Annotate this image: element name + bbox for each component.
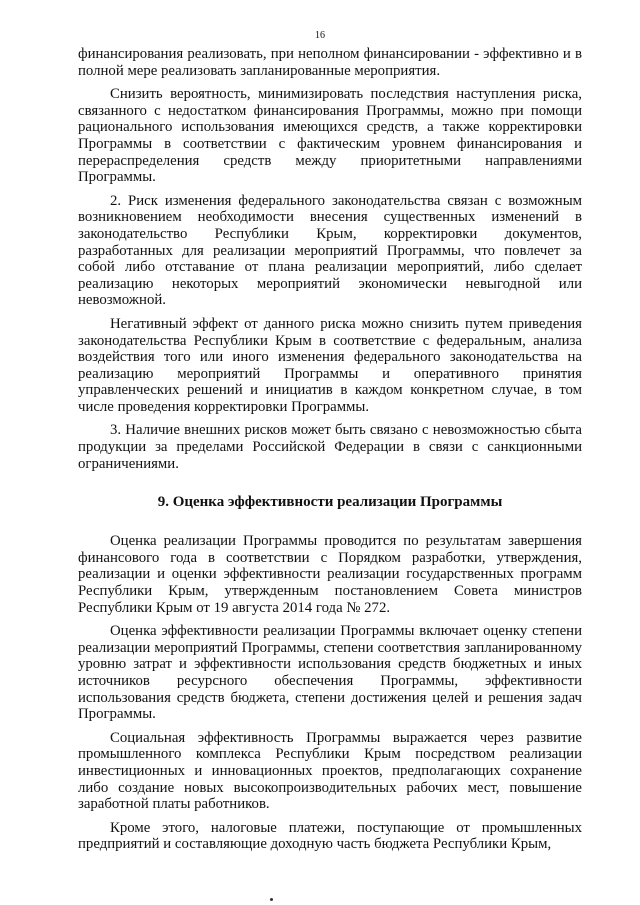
paragraph: 3. Наличие внешних рисков может быть связано с невозможностью сбыта продукции за пределами Российской Федерации в связи с санкционными ограничениями. [78,422,582,472]
paragraph: Снизить вероятность, минимизировать последствия наступления риска, связанного с недостатком финансирования Программы, можно при помощи рационального использования имеющихся средств, а также корректировки Программы в соответствии с фактическим уровнем финансирования и перераспределения средств между приоритетными направлениями Программы. [78,86,582,186]
document-body [78,46,582,860]
paragraph: Социальная эффективность Программы выражается через развитие промышленного комплекса Республики Крым посредством реализации инвестиционных и инновационных проектов, предполагающих сохранение либо создание новых высокопроизводительных рабочих мест, повышение заработной платы работников. [78,729,582,813]
scan-mark [270,898,273,901]
paragraph: Кроме этого, налоговые платежи, поступающие от промышленных предприятий и составляющие доходную часть бюджета Республики Крым, [78,819,582,853]
paragraph: Оценка реализации Программы проводится по результатам завершения финансового года в соответствии с Порядком разработки, утверждения, реализации и оценки эффективности реализации государственных программ Республики Крым, утвержденным постановлением Совета министров Республики Крым от 19 августа 2014 года № 272. [78,533,582,616]
section-heading: 9. Оценка эффективности реализации Программы [157,494,503,511]
paragraph: Оценка эффективности реализации Программы включает оценку степени реализации мероприятий Программы, степени соответствия запланированному уровню затрат и эффективности использования средств бюджетных и иных источников ресурсного обеспечения Программы, эффективности использования средств бюджета, степени достижения целей и решения задач Программы. [78,623,582,723]
page-number: 16 [315,30,325,41]
paragraph: финансирования реализовать, при неполном финансировании - эффективно и в полной мере реализовать запланированные мероприятия. [78,46,582,79]
paragraph: Негативный эффект от данного риска можно снизить путем приведения законодательства Республики Крым в соответствие с федеральным, анализа воздействия того или иного изменения федерального законодательства на реализацию мероприятий Программы и оперативного принятия управленческих решений и инициатив в каждом конкретном случае, в том числе проведения корректировки Программы. [78,315,582,415]
paragraph: 2. Риск изменения федерального законодательства связан с возможным возникновением необходимости внесения существенных изменений в законодательство Республики Крым, корректировки документов, разработанных для реализации мероприятий Программы, что повлечет за собой либо отставание от плана реализации мероприятий, либо сделает реализацию некоторых мероприятий экономически невыгодной или невозможной. [78,192,582,309]
